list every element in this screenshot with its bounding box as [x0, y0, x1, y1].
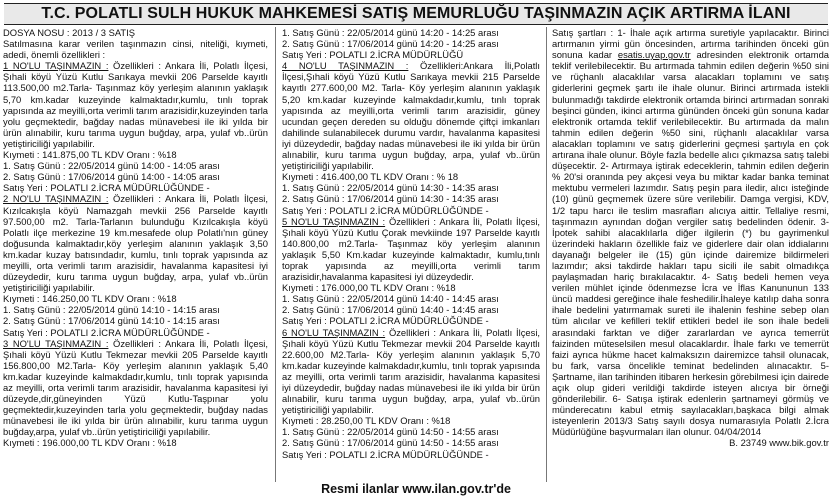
parcel-5-sale-1: 1. Satış Günü : 22/05/2014 günü 14:40 - 14:45 arası — [282, 293, 499, 305]
parcel-2-value: Kıymeti : 146.250,00 TL KDV Oranı : %18 — [3, 293, 177, 305]
parcel-5-description — [282, 216, 540, 283]
parcel-3-heading: 3 NO'LU TAŞINMAZIN : — [3, 337, 109, 349]
parcel-3-sale-2: 2. Satış Günü : 17/06/2014 günü 14:20 - 14:25 arası — [282, 38, 499, 50]
parcel-1-value: Kıymeti : 141.875,00 TL KDV Oranı : %18 — [3, 149, 177, 161]
parcel-2-place: Satış Yeri : POLATLI 2.İCRA MÜDÜRLÜĞÜNDE - — [3, 326, 210, 338]
parcel-4-description — [282, 60, 540, 171]
parcel-3-description — [3, 338, 268, 438]
parcel-5-sale-2: 2. Satış Günü : 17/06/2014 günü 14:40 - 14:45 arası — [282, 304, 499, 316]
column-1 — [3, 27, 268, 482]
parcel-4-place: Satış Yeri : POLATLI 2.İCRA MÜDÜRLÜĞÜNDE - — [282, 204, 489, 216]
parcel-3-sale-1: 1. Satış Günü : 22/05/2014 günü 14:20 - 14:25 arası — [282, 27, 499, 38]
column-3 — [552, 27, 829, 482]
parcel-2-description — [3, 193, 268, 293]
parcel-1-sale-2: 2. Satış Günü : 17/06/2014 günü 14:00 - 14:05 arası — [3, 171, 220, 183]
notice-body — [3, 27, 829, 482]
page-title: T.C. POLATLI SULH HUKUK MAHKEMESİ SATIŞ MEMURLUĞU TAŞINMAZIN AÇIK ARTIRMA İLANI — [41, 5, 791, 22]
parcel-6-heading: 6 NO'LU TAŞINMAZIN : — [282, 326, 386, 338]
parcel-5-body: Özellikleri : Ankara İli, Polatlı İlçesi, Şıhali köyü Yüzü Kutlu Çorak mevkiinde 197 Parselde kayıtlı 140.800,00 m2.Tarla- Taşınmaz köy yerleşim alanının yaklaşık 5,50 Km.kadar kuzeyinde kalmaktadır, kumlu,tınlı toprak yapısında az meyilli,orta verimli tarım arazisidir,havalanma kapasitesi iyi düzeydedir. — [282, 215, 540, 283]
parcel-4-value: Kıymeti : 416.400,00 TL KDV Oranı : % 18 — [282, 171, 459, 183]
parcel-6-description — [282, 327, 540, 416]
parcel-4-sale-1: 1. Satış Günü : 22/05/2014 günü 14:30 - 14:35 arası — [282, 182, 499, 194]
title-bar — [4, 3, 828, 25]
parcel-1-description — [3, 60, 268, 149]
parcel-3-value: Kıymeti : 196.000,00 TL KDV Oranı : %18 — [3, 437, 177, 449]
parcel-2-sale-2: 2. Satış Günü : 17/06/2014 günü 14:10 - 14:15 arası — [3, 315, 220, 327]
parcel-1-sale-1: 1. Satış Günü : 22/05/2014 günü 14:00 - 14:05 arası — [3, 160, 220, 172]
column-divider — [275, 27, 276, 482]
footer — [0, 482, 832, 496]
parcel-2-heading: 2 NO'LU TAŞINMAZIN : — [3, 193, 109, 205]
case-number: DOSYA NOSU : 2013 / 3 SATIŞ — [3, 27, 135, 38]
parcel-4-body: Özellikleri:Ankara İli,Polatlı İlçesi,Şıhali köyü Yüzü Kutlu Sarıkaya mevkii 215 Parselde kayıtlı 277.600,00 M2. Tarla- Köy yerleşim alanının yaklaşık 5,20 km.kadar kuzeyinde kalmakdadır,kumlu, tınlı toprak yapısında az meyilli,orta verimli tarım arazisidir, güney ucundan geçen dereden su olduğu dönemde çiftçi imkanları dahilinde sulanabilecek durumu vardır, havalanma kapasitesi iyi düzeydedir, bağday nadas münavebesi ile iki yılda bir ürün alınabilir, kuru tarıma uygun buğday, arpa, yulaf vb..ürün yetiştiriciliği yapılabilir. — [282, 60, 540, 172]
parcel-1-body: Özellikleri : Ankara İli, Polatlı İlçesi, Şıhali köyü Yüzü Kutlu Sarıkaya mevkii 206 Parselde kayıtlı 113.500,00 m2.Tarla- Taşınmaz köy yerleşim alanının yaklaşık 5,70 km.kadar kuzeyinde kalmaktadır,kumlu, tınlı toprak yapısında az meyilli,orta verimli tarım arazisidir,kuzeyinden tarla yolu geçmektedir, bağday nadas münavebesi ile iki yılda bir ürün alınabilir, kuru tarıma uygun buğday, arpa, yulaf vb..ürün yetiştiriciliği yapılabilir. — [3, 60, 268, 149]
ad-code: B. 23749 www.bik.gov.tr — [729, 437, 829, 449]
parcel-1-place: Satış Yeri : POLATLI 2.İCRA MÜDÜRLÜĞÜNDE - — [3, 182, 210, 194]
sale-terms — [552, 27, 829, 437]
sale-terms-part-1: Satış şartları : 1- İhale açık artırma suretiyle yapılacaktır. Birinci artırmanın yirmi gün öncesinden, artırma tarihinden önceki gün sonuna kadar — [552, 27, 829, 61]
parcel-6-body: Özellikleri : Ankara İli, Polatlı İlçesi, Şıhali köyü Yüzü Kutlu Tekmezar mevkii 204 Parselde kayıtlı 22.600,00 M2.Tarla- Köy yerleşim alanının yaklaşık 5,70 km.kadar kuzeyinde kalmakdadır,kumlu, tınlı toprak yapısında az meyilli, orta verimli tarım arazisidir, havalanma kapasitesi iyi düzeydedir, buğday nadas münavebesi ile iki yılda bir ürün alınabilir, kuru tarıma uygun buğday, arpa, yulaf vb..ürün yetiştiriciliği yapılabilir. — [282, 326, 540, 416]
parcel-6-place: Satış Yeri : POLATLI 2.İCRA MÜDÜRLÜĞÜNDE - — [282, 448, 489, 460]
intro-text: Satılmasına karar verilen taşınmazın cinsi, niteliği, kıymeti, adedi, önemli özellikleri : — [3, 38, 268, 61]
parcel-4-heading: 4 NO'LU TAŞINMAZIN : — [282, 60, 409, 72]
parcel-6-sale-2: 2. Satış Günü : 17/06/2014 günü 14:50 - 14:55 arası — [282, 437, 499, 449]
column-2 — [282, 27, 540, 482]
footer-text: Resmi ilanlar www.ilan.gov.tr'de — [321, 482, 511, 496]
column-divider — [546, 27, 547, 482]
parcel-5-place: Satış Yeri : POLATLI 2.İCRA MÜDÜRLÜĞÜNDE - — [282, 315, 489, 327]
parcel-3-body: Özellikleri : Ankara İli, Polatlı İlçesi, Şıhali köyü Yüzü Kutlu Tekmezar mevkii 205 Parselde kayıtlı 156.800,00 M2.Tarla- Köy yerleşim alanının yaklaşık 5,40 km.kadar kuzeyinde kalmakdadır,kumlu, tınlı toprak yapısında az meyilli, orta verimli tarım arazisidir, havalanma kapasitesi iyi düzeyde,dir,güneyinden Yüzü Kutlu-Taşpınar yolu geçmektedir,kuzeyinden tarla yolu geçmektedir, buğday nadas münavebesi ile iki yılda bir ürün alınabilir, kuru tarıma uygun buğday,arpa, yulaf vb..ürün yetiştiriciliği yapılabilir. — [3, 337, 268, 438]
parcel-4-sale-2: 2. Satış Günü : 17/06/2014 günü 14:30 - 14:35 arası — [282, 193, 499, 205]
parcel-5-heading: 5 NO'LU TAŞINMAZIN : — [282, 215, 386, 227]
sale-terms-part-2: adresinden elektronik ortamda teklif verilebilecektir. Bu artırmada tahmin edilen değerin %50 sini ve rüçhanlı alacaklılar varsa alacakları toplamını ve satış giderlerini geçmek şartı ile ihale olunur. Birinci artırmada istekli bulunmadığı takdirde elektronik ortamda birinci artırmadan sonraki beşinci günden, ikinci artırma gününden önceki gün sonuna kadar elektronik ortamda teklif verilebilecektir. Bu artırmada da malın tahmin edilen değerin %50 sini, rüçhanlı alacaklılar varsa alacakları toplamını ve satış giderlerini geçmesi şartıyla en çok artırana ihale olunur. Böyle fazla bedelle alıcı çıkmazsa satış talebi düşecektir. 2- Artırmaya iştirak edeceklerin, tahmin edilen değerin % 20'si oranında pey akçesi veya bu miktar kadar banka teminat mektubu vermeleri lazımdır. Satış peşin para iledir, alıcı isteğinde (10) günü geçmemek üzere süre verilebilir. Damga vergisi, KDV, 1/2 tapu harcı ile teslim masrafları alıcıya aittir. Tellaliye resmi, taşınmazın aynından doğan vergiler satış bedelinden ödenir. 3- İpotek sahibi alacaklılarla diğer ilgilerin (*) bu gayrimenkul üzerindeki hakların özellikle faiz ve giderlere dair olan iddialarını dayanağı belgeler ile (15) gün içinde dairemize bildirmeleri lazımdır; aksi takdirde hakları tapu sicili ile sabit olmadıkça paylaşmadan hariç bırakılacaktır. 4- Satış bedeli hemen veya verilen mühlet içinde ödenmezse İcra ve İflas Kanununun 133 üncü maddesi gereğince ihale feshedilir.İhaleye katılıp daha sonra ihale bedelini yatırmamak sureti ile ihalenin feshine sebep olan tüm alıcılar ve kefilleri teklif ettikleri bedel ile son ihale bedeli arasındaki farktan ve diğer zararlardan ve ayrıca temerrüt faizinden müteselsilen mesul olacaklardır. İhale farkı ve temerrüt faizi ayrıca hükme hacet kalmaksızın dairemizce tahsil olunacak, bu fark, varsa öncelikle teminat bedelinden alınacaktır. 5- Şartname, ilan tarihinden itibaren herkesin görebilmesi için dairede açık olup gideri verildiği takdirde isteyen alıcıya bir örneği gönderilebilir. 6- Satışa iştirak edenlerin şartnameyi görmüş ve münderecatını kabul etmiş sayılacakları,başkaca bilgi almak isteyenlerin 2013/3 Satış sayılı dosya numarasıyla Polatlı 2.İcra Müdürlüğüne başvurmaları ilan olunur. 04/04/2014 — [552, 49, 829, 438]
parcel-6-sale-1: 1. Satış Günü : 22/05/2014 günü 14:50 - 14:55 arası — [282, 426, 499, 438]
parcel-1-heading: 1 NO'LU TAŞINMAZIN : — [3, 60, 109, 72]
parcel-5-value: Kıymeti : 176.000,00 TL KDV Oranı : %18 — [282, 282, 456, 294]
parcel-2-body: Özellikleri : Ankara İli, Polatlı İlçesi, Kızılcakışla köyü Namazgah mevkii 256 Parselde kayıtlı 97.500,00 m2. Tarla-Tarlanın bulunduğu Kızılcakışla köyü Polatlı ilçe merkezine 19 km.mesafede olup Polatlı'nın güney doğusunda kalmaktadır,köy yerleşim alanının yaklaşık 3,50 km.kadar kuzay batısındadır, kumlu, tınlı toprak yapısında az meyilli, orta verimli tarım arazisidir, havalanma kapasitesi iyi düzeydedir, kuru tarıma uygun buğday, arpa, yulaf vb..ürün yetiştiriciliği yapılabilir. — [3, 193, 268, 294]
parcel-6-value: Kıymeti : 28.250,00 TL KDV Oranı : %18 — [282, 415, 451, 427]
esatis-link[interactable]: esatis.uyap.gov.tr — [617, 49, 691, 61]
parcel-3-place: Satış Yeri : POLATLI 2.İCRA MÜDÜRLÜĞÜ — [282, 49, 464, 61]
parcel-2-sale-1: 1. Satış Günü : 22/05/2014 günü 14:10 - 14:15 arası — [3, 304, 220, 316]
